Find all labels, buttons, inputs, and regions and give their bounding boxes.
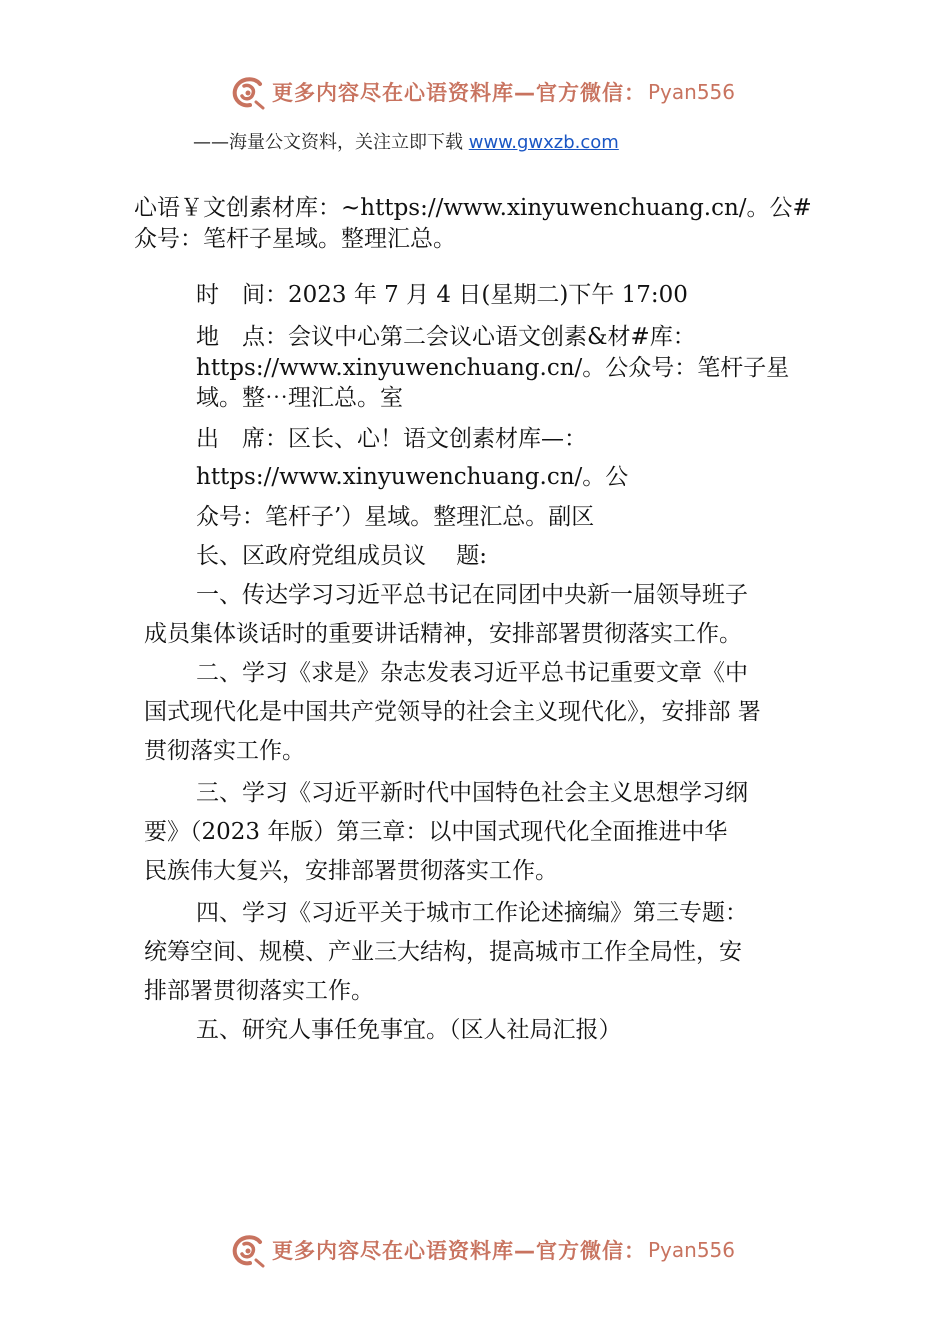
footer-banner (230, 1230, 735, 1270)
attendees: 出 席：区长、心！语文创素材库—： (196, 426, 587, 452)
meeting-location: 地 点：会议中心第二会议心语文创素&材#库： (196, 324, 696, 350)
agenda-item: 五、研究人事任免事宜。（区人社局汇报） (196, 1017, 622, 1043)
attendees: 长、区政府党组成员议 题: (196, 543, 488, 569)
intro-line: 心语￥文创素材库：~https://www.xinyuwenchuang.cn/。公# (134, 195, 812, 221)
banner-text: 更多内容尽在心语资料库—官方微信： (272, 1239, 646, 1263)
header-banner (230, 72, 735, 112)
attendees: 众号：笔杆子’）星域。整理汇总。副区 (196, 504, 595, 530)
wechat-handle: Pyan556 (648, 1238, 736, 1262)
agenda-item: 二、学习《求是》杂志发表习近平总书记重要文章《中 (196, 660, 748, 686)
banner-text: 更多内容尽在心语资料库—官方微信： (272, 81, 646, 105)
download-notice-text: ——海量公文资料，关注立即下载 (193, 132, 469, 153)
meeting-time: 时 间：2023 年 7 月 4 日(星期二)下午 17:00 (196, 282, 688, 308)
agenda-item: 民族伟大复兴，安排部署贯彻落实工作。 (144, 858, 558, 884)
meeting-location: 域。整⋯理汇总。室 (196, 385, 403, 411)
agenda-item: 贯彻落实工作。 (144, 738, 305, 764)
download-link[interactable]: www.gwxzb.com (468, 132, 619, 153)
download-notice (193, 128, 619, 154)
agenda-item: 统筹空间、规模、产业三大结构，提高城市工作全局性，安 (144, 939, 742, 965)
attendees: https://www.xinyuwenchuang.cn/。公 (196, 464, 629, 490)
agenda-item: 一、传达学习习近平总书记在同团中央新一届领导班子 (196, 582, 748, 608)
agenda-item: 要》（2023 年版）第三章：以中国式现代化全面推进中华 (144, 819, 728, 845)
agenda-item: 成员集体谈话时的重要讲话精神，安排部署贯彻落实工作。 (144, 621, 742, 647)
meeting-location: https://www.xinyuwenchuang.cn/。公众号：笔杆子星 (196, 355, 790, 381)
brand-logo-icon (230, 74, 266, 110)
wechat-handle: Pyan556 (648, 80, 736, 104)
agenda-item: 排部署贯彻落实工作。 (144, 978, 374, 1004)
brand-logo-icon (230, 1232, 266, 1268)
agenda-item: 国式现代化是中国共产党领导的社会主义现代化》，安排部 署 (144, 699, 761, 725)
intro-line: 众号：笔杆子星域。整理汇总。 (134, 226, 456, 252)
agenda-item: 四、学习《习近平关于城市工作论述摘编》第三专题： (196, 900, 748, 926)
agenda-item: 三、学习《习近平新时代中国特色社会主义思想学习纲 (196, 780, 748, 806)
